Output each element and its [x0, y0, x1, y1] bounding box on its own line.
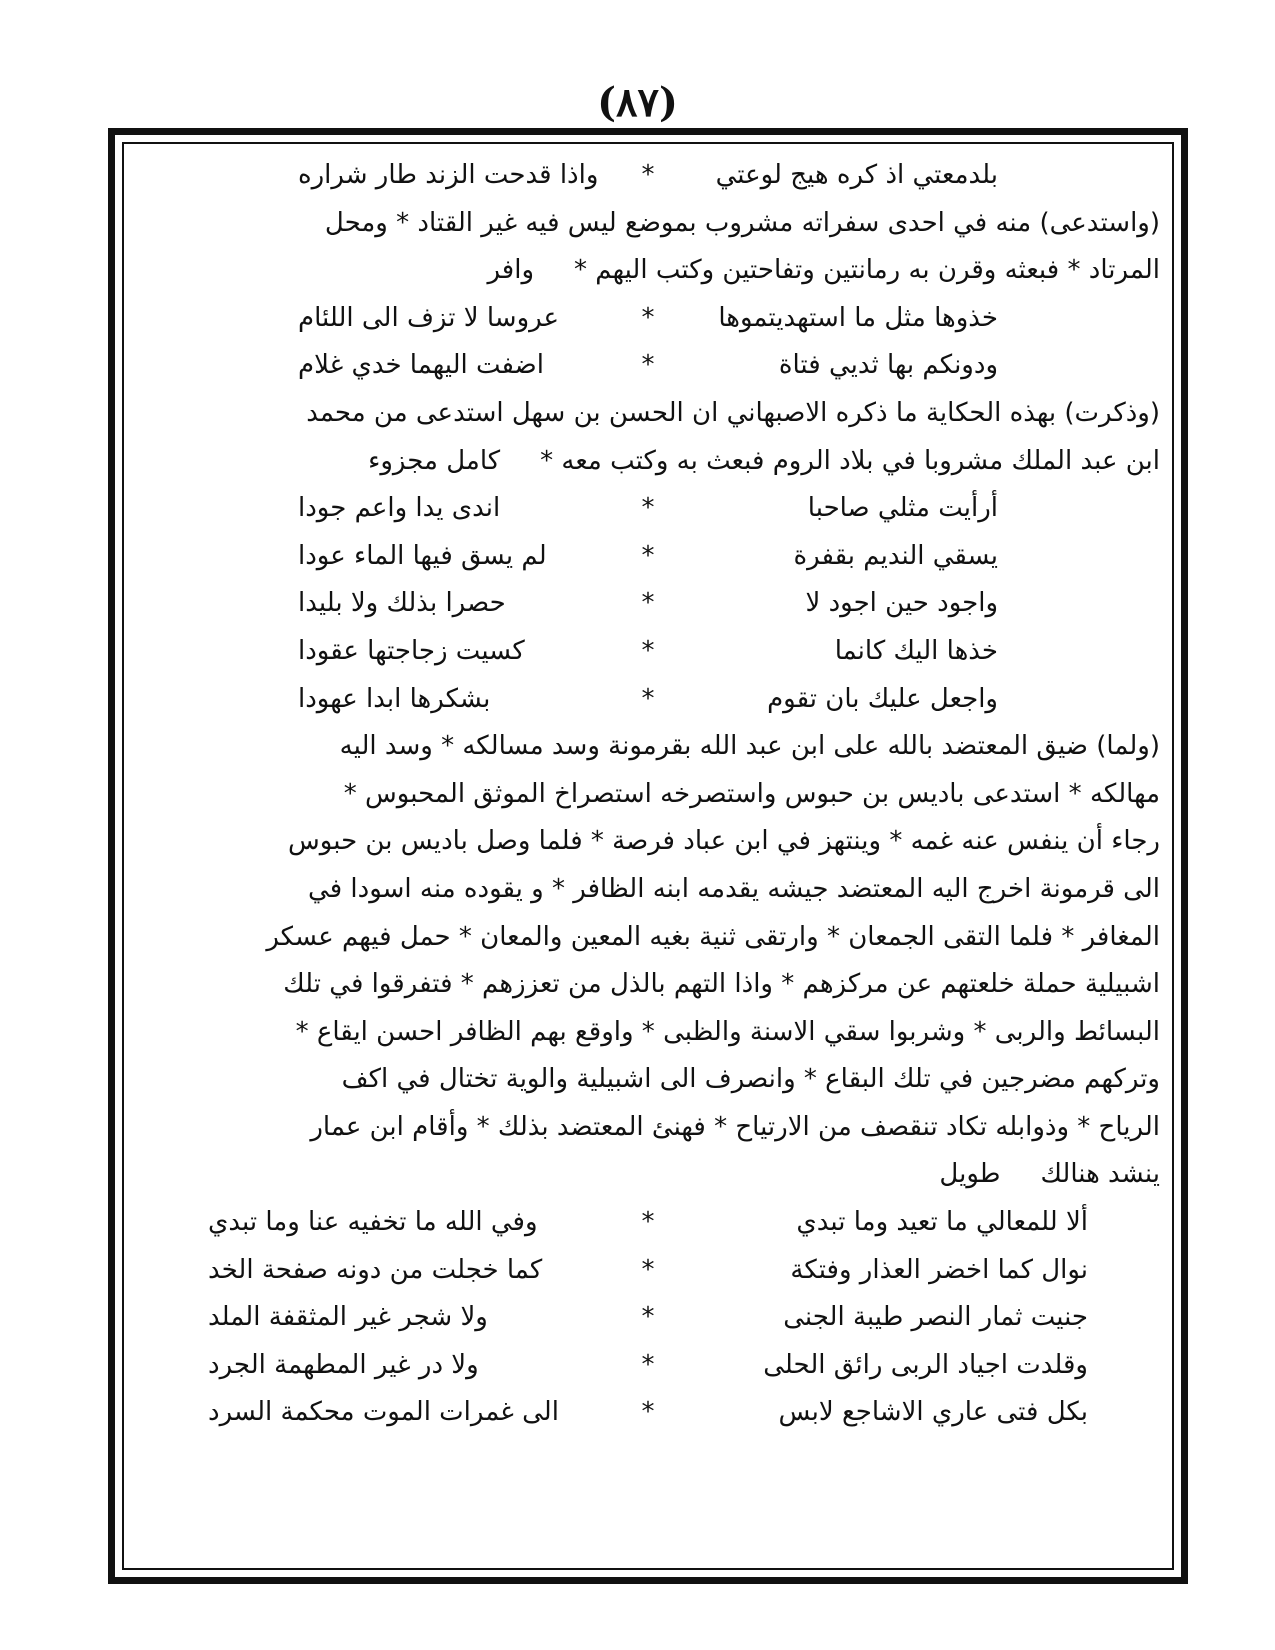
verse-first-hemistich: وقلدت اجياد الربى رائق الحلى: [763, 1349, 1088, 1380]
hemistich-separator-star: *: [641, 350, 655, 381]
verse-second-hemistich: واذا قدحت الزند طار شراره: [298, 160, 599, 190]
prose-line: رجاء أن ينفس عنه غمه * وينتهز في ابن عباد فرصة * فلما وصل باديس بن حبوس: [288, 826, 1160, 857]
verse-second-hemistich: وفي الله ما تخفيه عنا وما تبدي: [208, 1207, 538, 1238]
hemistich-separator-star: *: [641, 540, 655, 571]
prose-line: (وذكرت) بهذه الحكاية ما ذكره الاصبهاني ان الحسن بن سهل استدعى من محمد: [306, 397, 1160, 428]
poetic-meter-label: كامل مجزوء: [368, 445, 501, 476]
verse-first-hemistich: نوال كما اخضر العذار وفتكة: [790, 1254, 1088, 1285]
verse-first-hemistich: يسقي النديم بقفرة: [793, 540, 998, 571]
page-body: [130, 152, 1166, 1437]
hemistich-separator-star: *: [641, 493, 655, 524]
verse-second-hemistich: لم يسق فيها الماء عودا: [298, 540, 547, 571]
prose-line: مهالكه * استدعى باديس بن حبوس واستصرخه استصراخ الموثق المحبوس *: [343, 778, 1160, 809]
verse-line: [130, 485, 1166, 533]
verse-second-hemistich: كما خجلت من دونه صفحة الخد: [208, 1254, 543, 1285]
verse-first-hemistich: بلدمعتي اذ كره هيج لوعتي: [715, 160, 998, 190]
prose-line: اشبيلية حملة خلعتهم عن مركزهم * واذا التهم بالذل من تعززهم * فتفرقوا في تلك: [283, 969, 1160, 1000]
hemistich-separator-star: *: [641, 683, 655, 714]
prose-line: وتركهم مضرجين في تلك البقاع * وانصرف الى اشبيلية والوية تختال في اكف: [341, 1064, 1160, 1095]
verse-second-hemistich: حصرا بذلك ولا بليدا: [298, 588, 506, 619]
verse-line: [130, 1342, 1166, 1390]
prose-line: (ولما) ضيق المعتضد بالله على ابن عبد الله بقرمونة وسد مسالكه * وسد اليه: [339, 731, 1160, 762]
verse-first-hemistich: جنيت ثمار النصر طيبة الجنى: [783, 1302, 1088, 1333]
verse-first-hemistich: خذها اليك كانما: [834, 635, 998, 666]
verse-first-hemistich: خذوها مثل ما استهديتموها: [718, 302, 998, 333]
prose-text: المرتاد * فبعثه وقرن به رمانتين وتفاحتين وكتب اليهم *: [574, 255, 1160, 286]
verse-line: [130, 1294, 1166, 1342]
verse-second-hemistich: ولا شجر غير المثقفة الملد: [208, 1302, 488, 1333]
verse-second-hemistich: عروسا لا تزف الى اللئام: [298, 302, 559, 333]
meter-heading-line: [130, 1151, 1166, 1199]
prose-line: البسائط والربى * وشربوا سقي الاسنة والظبى * واوقع بهم الظافر احسن ايقاع *: [295, 1016, 1160, 1047]
prose-line: الرياح * وذوابله تكاد تنقصف من الارتياح * فهنئ المعتضد بذلك * وأقام ابن عمار: [310, 1111, 1160, 1142]
verse-line: [130, 295, 1166, 343]
meter-heading-line: [130, 438, 1166, 486]
verse-first-hemistich: بكل فتى عاري الاشاجع لابس: [778, 1397, 1088, 1428]
prose-text: ينشد هنالك: [1040, 1159, 1160, 1190]
verse-first-hemistich: واجود حين اجود لا: [805, 588, 998, 619]
verse-second-hemistich: الى غمرات الموت محكمة السرد: [208, 1397, 559, 1428]
prose-line: الى قرمونة اخرج اليه المعتضد جيشه يقدمه ابنه الظافر * و يقوده منه اسودا في: [308, 873, 1160, 904]
verse-line: [130, 1389, 1166, 1437]
verse-line: [130, 676, 1166, 724]
hemistich-separator-star: *: [641, 635, 655, 666]
verse-first-hemistich: ألا للمعالي ما تعيد وما تبدي: [796, 1207, 1088, 1238]
verse-second-hemistich: كسيت زجاجتها عقودا: [298, 635, 525, 666]
poetic-meter-label: وافر: [487, 255, 535, 286]
verse-line: [130, 1199, 1166, 1247]
verse-second-hemistich: اندى يدا واعم جودا: [298, 493, 501, 524]
verse-line: [130, 1247, 1166, 1295]
verse-line: [130, 342, 1166, 390]
verse-first-hemistich: ودونكم بها ثديي فتاة: [778, 350, 998, 381]
prose-text: ابن عبد الملك مشروبا في بلاد الروم فبعث به وكتب معه *: [540, 445, 1160, 476]
hemistich-separator-star: *: [641, 1207, 655, 1238]
verse-second-hemistich: اضفت اليهما خدي غلام: [298, 350, 544, 381]
hemistich-separator-star: *: [641, 160, 655, 190]
hemistich-separator-star: *: [641, 1302, 655, 1333]
meter-heading-line: [130, 247, 1166, 295]
poetic-meter-label: طويل: [939, 1159, 1001, 1190]
verse-line: [130, 152, 1166, 200]
verse-line: [130, 580, 1166, 628]
verse-first-hemistich: أرأيت مثلي صاحبا: [807, 493, 998, 524]
verse-first-hemistich: واجعل عليك بان تقوم: [767, 683, 998, 714]
verse-second-hemistich: بشكرها ابدا عهودا: [298, 683, 491, 714]
page-number: (٨٧): [597, 79, 678, 126]
verse-second-hemistich: ولا در غير المطهمة الجرد: [208, 1349, 479, 1380]
verse-line: [130, 533, 1166, 581]
hemistich-separator-star: *: [641, 302, 655, 333]
hemistich-separator-star: *: [641, 1254, 655, 1285]
prose-line: المغافر * فلما التقى الجمعان * وارتقى ثنية بغيه المعين والمعان * حمل فيهم عسكر: [266, 921, 1160, 952]
verse-line: [130, 628, 1166, 676]
hemistich-separator-star: *: [641, 588, 655, 619]
hemistich-separator-star: *: [641, 1349, 655, 1380]
hemistich-separator-star: *: [641, 1397, 655, 1428]
prose-line: (واستدعى) منه في احدى سفراته مشروب بموضع ليس فيه غير القتاد * ومحل: [324, 207, 1160, 238]
